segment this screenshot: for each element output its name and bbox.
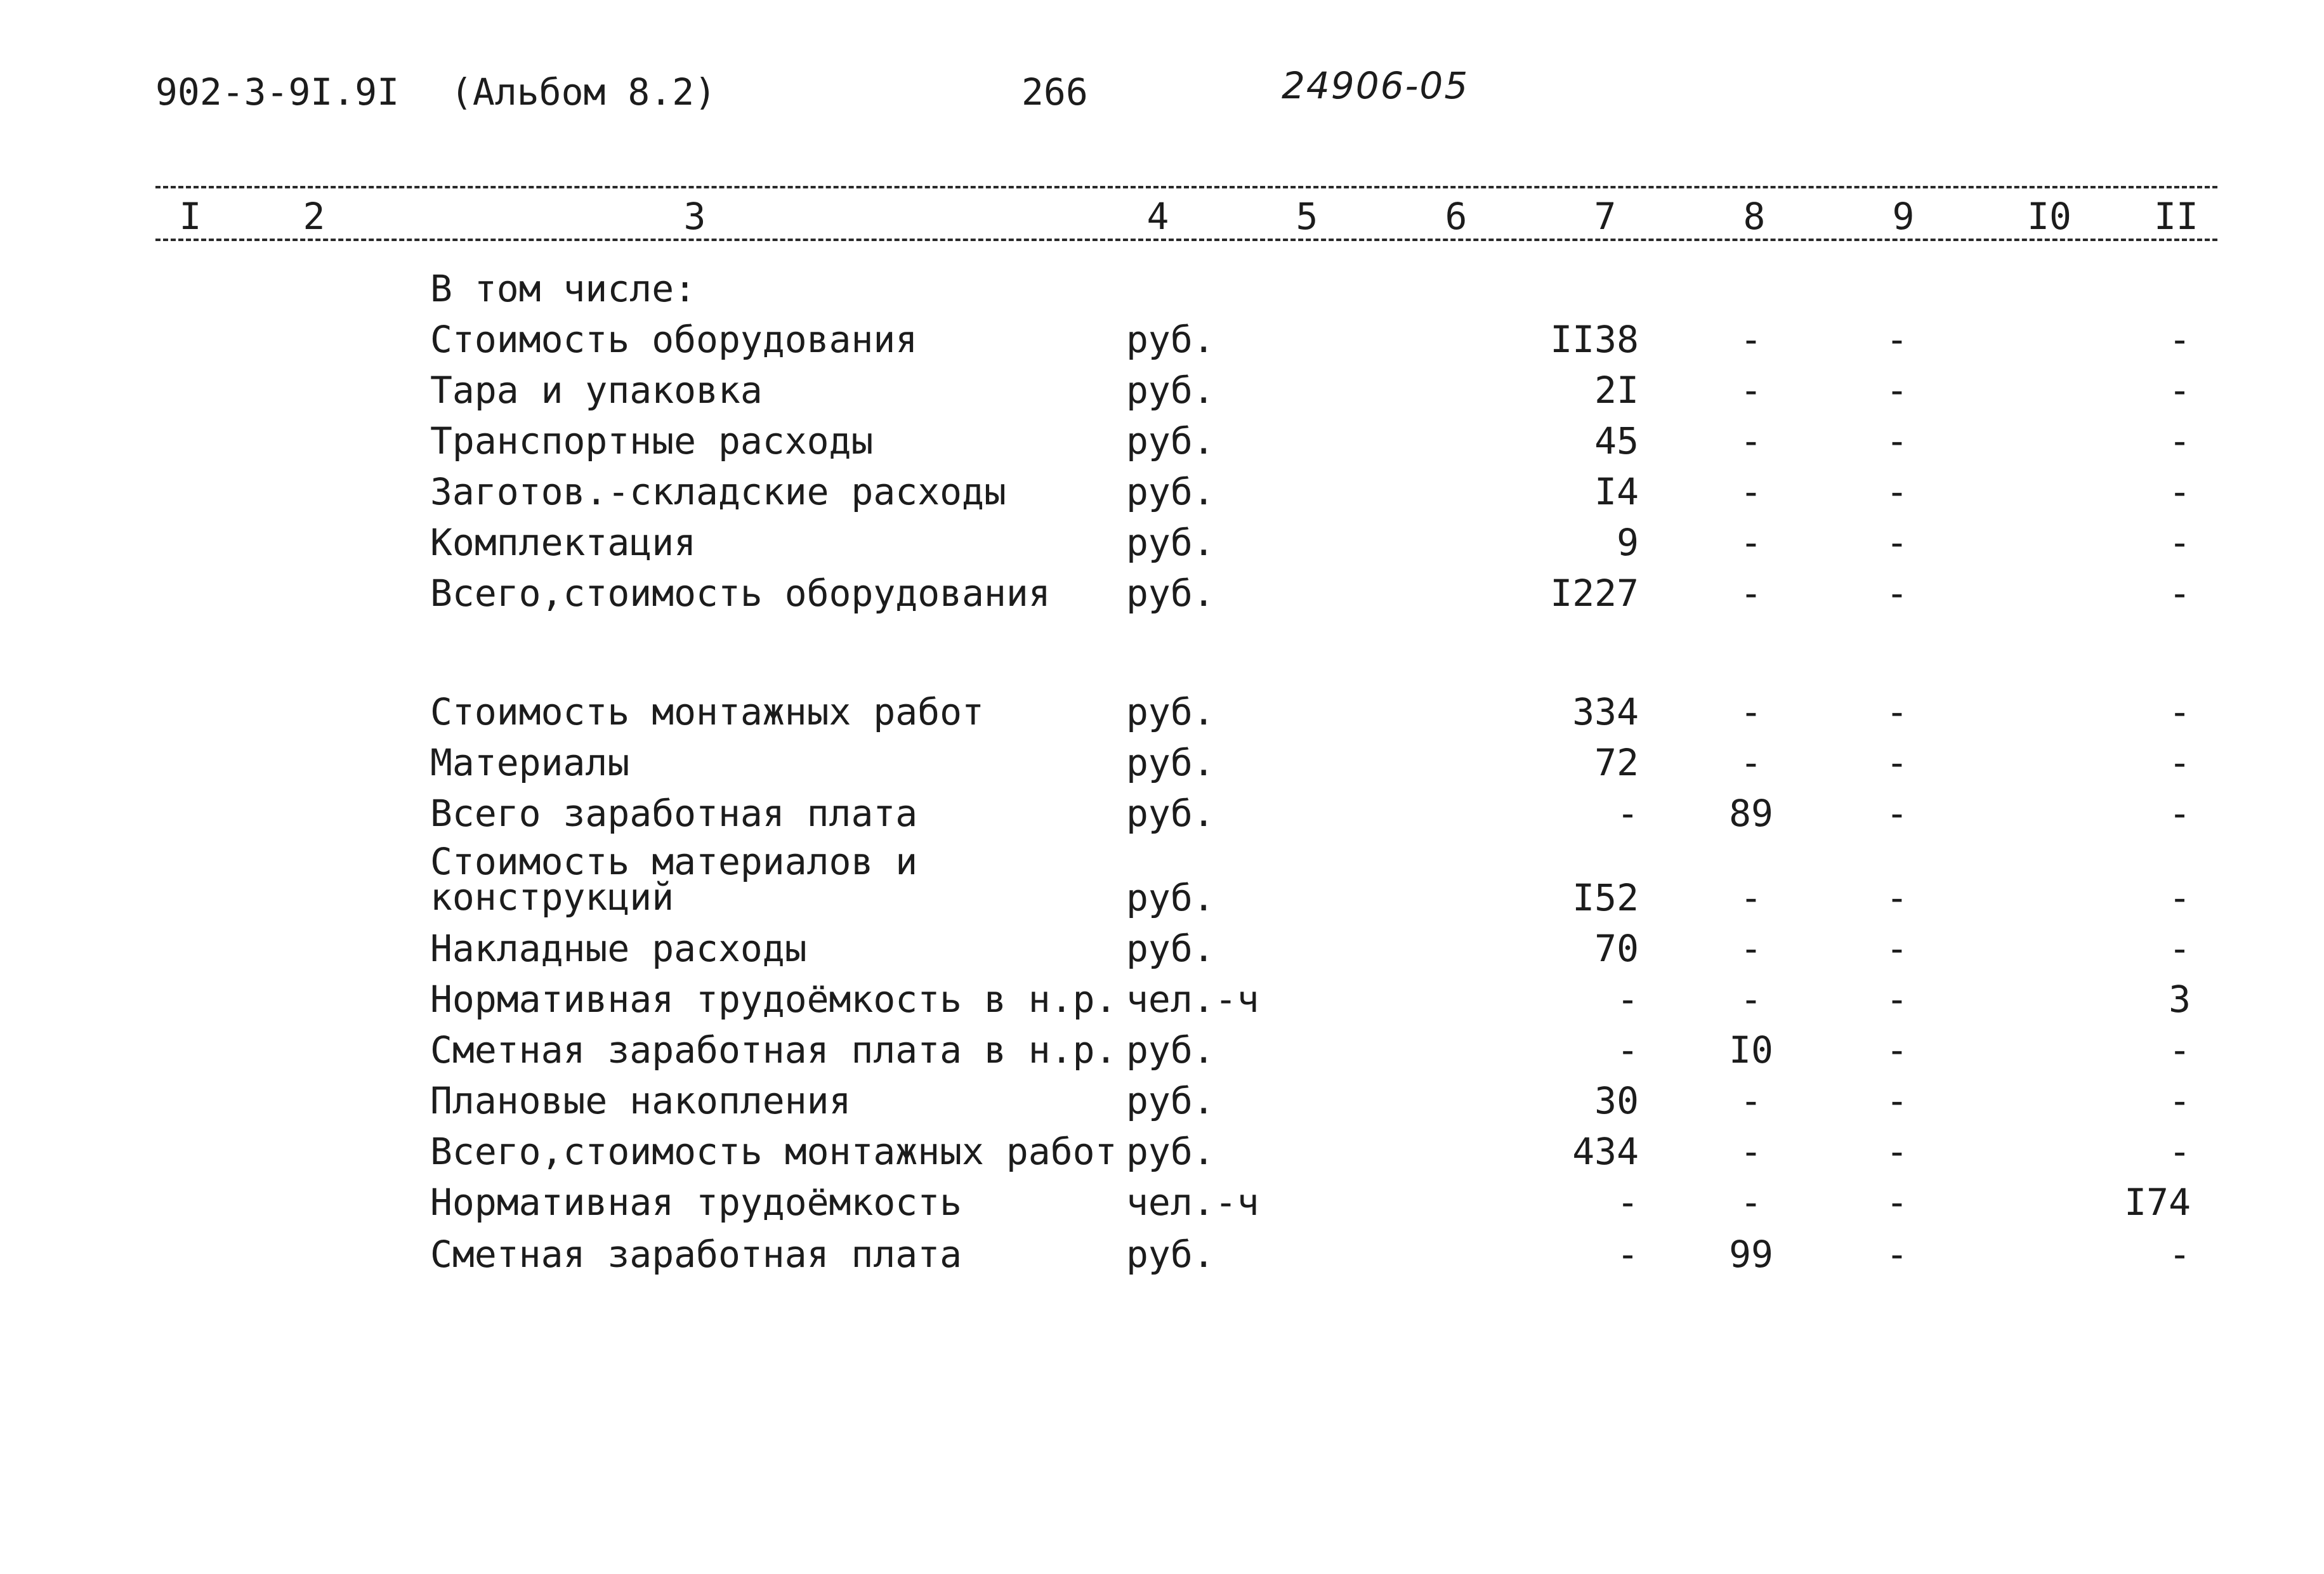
column-number-9: 9 [1892, 195, 1915, 238]
col9-value: - [1886, 419, 1908, 462]
col9-value: - [1886, 792, 1908, 835]
table-row [0, 926, 2324, 977]
row-unit: руб. [1126, 572, 1215, 615]
table-row [0, 368, 2324, 419]
row-unit: руб. [1126, 690, 1215, 733]
col8-value: - [1740, 318, 1763, 361]
row-name: Плановые накопления [430, 1079, 851, 1122]
col7-value: 72 [1594, 741, 1639, 784]
row-unit: чел.-ч [1126, 978, 1259, 1021]
col7-value: 434 [1572, 1130, 1639, 1173]
col7-value: I4 [1594, 470, 1639, 513]
column-number-5: 5 [1296, 195, 1318, 238]
column-number-11: II [2154, 195, 2198, 238]
row-unit: руб. [1126, 369, 1215, 412]
table-row [0, 840, 2324, 933]
col7-value: II38 [1550, 318, 1639, 361]
col8-value: - [1740, 978, 1763, 1021]
col9-value: - [1886, 927, 1908, 970]
row-unit: руб. [1126, 318, 1215, 361]
col9-value: - [1886, 876, 1908, 919]
col11-value: I74 [2124, 1181, 2191, 1224]
document-code: 902-3-9I.9I [155, 70, 400, 114]
table-row [0, 317, 2324, 368]
row-name: Стоимость оборудования [430, 318, 918, 361]
table-row [0, 266, 2324, 317]
table-row [0, 1180, 2324, 1231]
col8-value: - [1740, 1079, 1763, 1122]
col11-value: - [2169, 572, 2191, 615]
col8-value: - [1740, 470, 1763, 513]
col11-value: - [2169, 1079, 2191, 1122]
col9-value: - [1886, 369, 1908, 412]
col9-value: - [1886, 1079, 1908, 1122]
col8-value: 89 [1729, 792, 1773, 835]
col8-value: - [1740, 419, 1763, 462]
col8-value: - [1740, 876, 1763, 919]
column-number-7: 7 [1594, 195, 1617, 238]
col9-value: - [1886, 572, 1908, 615]
col11-value: - [2169, 1130, 2191, 1173]
col7-value: - [1617, 1028, 1639, 1072]
header-rule-bottom [155, 239, 2217, 241]
row-unit: руб. [1126, 876, 1215, 919]
album-label: (Альбом 8.2) [450, 70, 717, 114]
row-unit: руб. [1126, 521, 1215, 564]
table-row [0, 791, 2324, 842]
col8-value: - [1740, 1181, 1763, 1224]
col8-value: I0 [1729, 1028, 1773, 1072]
row-name: Сметная заработная плата в н.р. [430, 1028, 1117, 1072]
column-number-2: 2 [303, 195, 325, 238]
row-unit: руб. [1126, 1130, 1215, 1173]
row-unit: руб. [1126, 741, 1215, 784]
col11-value: - [2169, 470, 2191, 513]
handwritten-number: 24906-05 [1282, 64, 1469, 107]
col11-value: 3 [2169, 978, 2191, 1021]
header-rule-top [155, 186, 2217, 188]
col8-value: - [1740, 521, 1763, 564]
col11-value: - [2169, 876, 2191, 919]
row-name: Накладные расходы [430, 927, 807, 970]
table-row [0, 1129, 2324, 1180]
col7-value: - [1617, 1233, 1639, 1276]
col11-value: - [2169, 369, 2191, 412]
col9-value: - [1886, 1130, 1908, 1173]
col8-value: - [1740, 690, 1763, 733]
col7-value: - [1617, 1181, 1639, 1224]
table-row [0, 977, 2324, 1028]
table-row [0, 520, 2324, 571]
row-unit: руб. [1126, 792, 1215, 835]
col9-value: - [1886, 521, 1908, 564]
col8-value: - [1740, 927, 1763, 970]
col7-value: 2I [1594, 369, 1639, 412]
row-name: Заготов.-складские расходы [430, 470, 1006, 513]
column-number-3: 3 [683, 195, 706, 238]
row-name: Транспортные расходы [430, 419, 874, 462]
row-name: Материалы [430, 741, 630, 784]
row-unit: руб. [1126, 470, 1215, 513]
table-row [0, 469, 2324, 520]
row-unit: руб. [1126, 1028, 1215, 1072]
table-row [0, 1028, 2324, 1079]
row-name: Стоимость материалов и [430, 840, 918, 883]
col7-value: 334 [1572, 690, 1639, 733]
col7-value: - [1617, 792, 1639, 835]
col7-value: I227 [1550, 572, 1639, 615]
col9-value: - [1886, 690, 1908, 733]
column-number-1: I [179, 195, 202, 238]
row-name: Сметная заработная плата [430, 1233, 962, 1276]
row-unit: руб. [1126, 419, 1215, 462]
col11-value: - [2169, 521, 2191, 564]
col11-value: - [2169, 1233, 2191, 1276]
page-number: 266 [1021, 70, 1088, 114]
col9-value: - [1886, 741, 1908, 784]
table-row [0, 690, 2324, 740]
col11-value: - [2169, 741, 2191, 784]
col7-value: 45 [1594, 419, 1639, 462]
table-row [0, 740, 2324, 791]
col11-value: - [2169, 792, 2191, 835]
col11-value: - [2169, 419, 2191, 462]
col7-value: 30 [1594, 1079, 1639, 1122]
row-name: В том числе: [430, 267, 697, 310]
col11-value: - [2169, 318, 2191, 361]
col9-value: - [1886, 1028, 1908, 1072]
column-number-4: 4 [1146, 195, 1169, 238]
col7-value: 70 [1594, 927, 1639, 970]
col7-value: 9 [1617, 521, 1639, 564]
row-unit: руб. [1126, 927, 1215, 970]
row-name: Всего,стоимость монтажных работ [430, 1130, 1117, 1173]
col9-value: - [1886, 978, 1908, 1021]
row-unit: руб. [1126, 1079, 1215, 1122]
col8-value: - [1740, 369, 1763, 412]
col7-value: - [1617, 978, 1639, 1021]
column-number-8: 8 [1743, 195, 1766, 238]
col8-value: - [1740, 572, 1763, 615]
table-row [0, 571, 2324, 622]
row-name: Всего заработная плата [430, 792, 918, 835]
col9-value: - [1886, 1233, 1908, 1276]
column-number-6: 6 [1445, 195, 1467, 238]
column-number-10: I0 [2027, 195, 2071, 238]
table-row [0, 1232, 2324, 1283]
row-unit: руб. [1126, 1233, 1215, 1276]
col7-value: I52 [1572, 876, 1639, 919]
col9-value: - [1886, 1181, 1908, 1224]
col8-value: - [1740, 1130, 1763, 1173]
col9-value: - [1886, 318, 1908, 361]
col11-value: - [2169, 927, 2191, 970]
col11-value: - [2169, 1028, 2191, 1072]
row-name: Нормативная трудоёмкость в н.р. [430, 978, 1117, 1021]
row-unit: чел.-ч [1126, 1181, 1259, 1224]
col11-value: - [2169, 690, 2191, 733]
table-row [0, 1079, 2324, 1129]
col8-value: - [1740, 741, 1763, 784]
row-name: Стоимость монтажных работ [430, 690, 984, 733]
row-name: Нормативная трудоёмкость [430, 1181, 962, 1224]
table-row [0, 419, 2324, 469]
row-name: Комплектация [430, 521, 697, 564]
row-name: Тара и упаковка [430, 369, 763, 412]
row-name: Всего,стоимость оборудования [430, 572, 1051, 615]
col9-value: - [1886, 470, 1908, 513]
row-name-line2: конструкций [430, 876, 674, 919]
col8-value: 99 [1729, 1233, 1773, 1276]
